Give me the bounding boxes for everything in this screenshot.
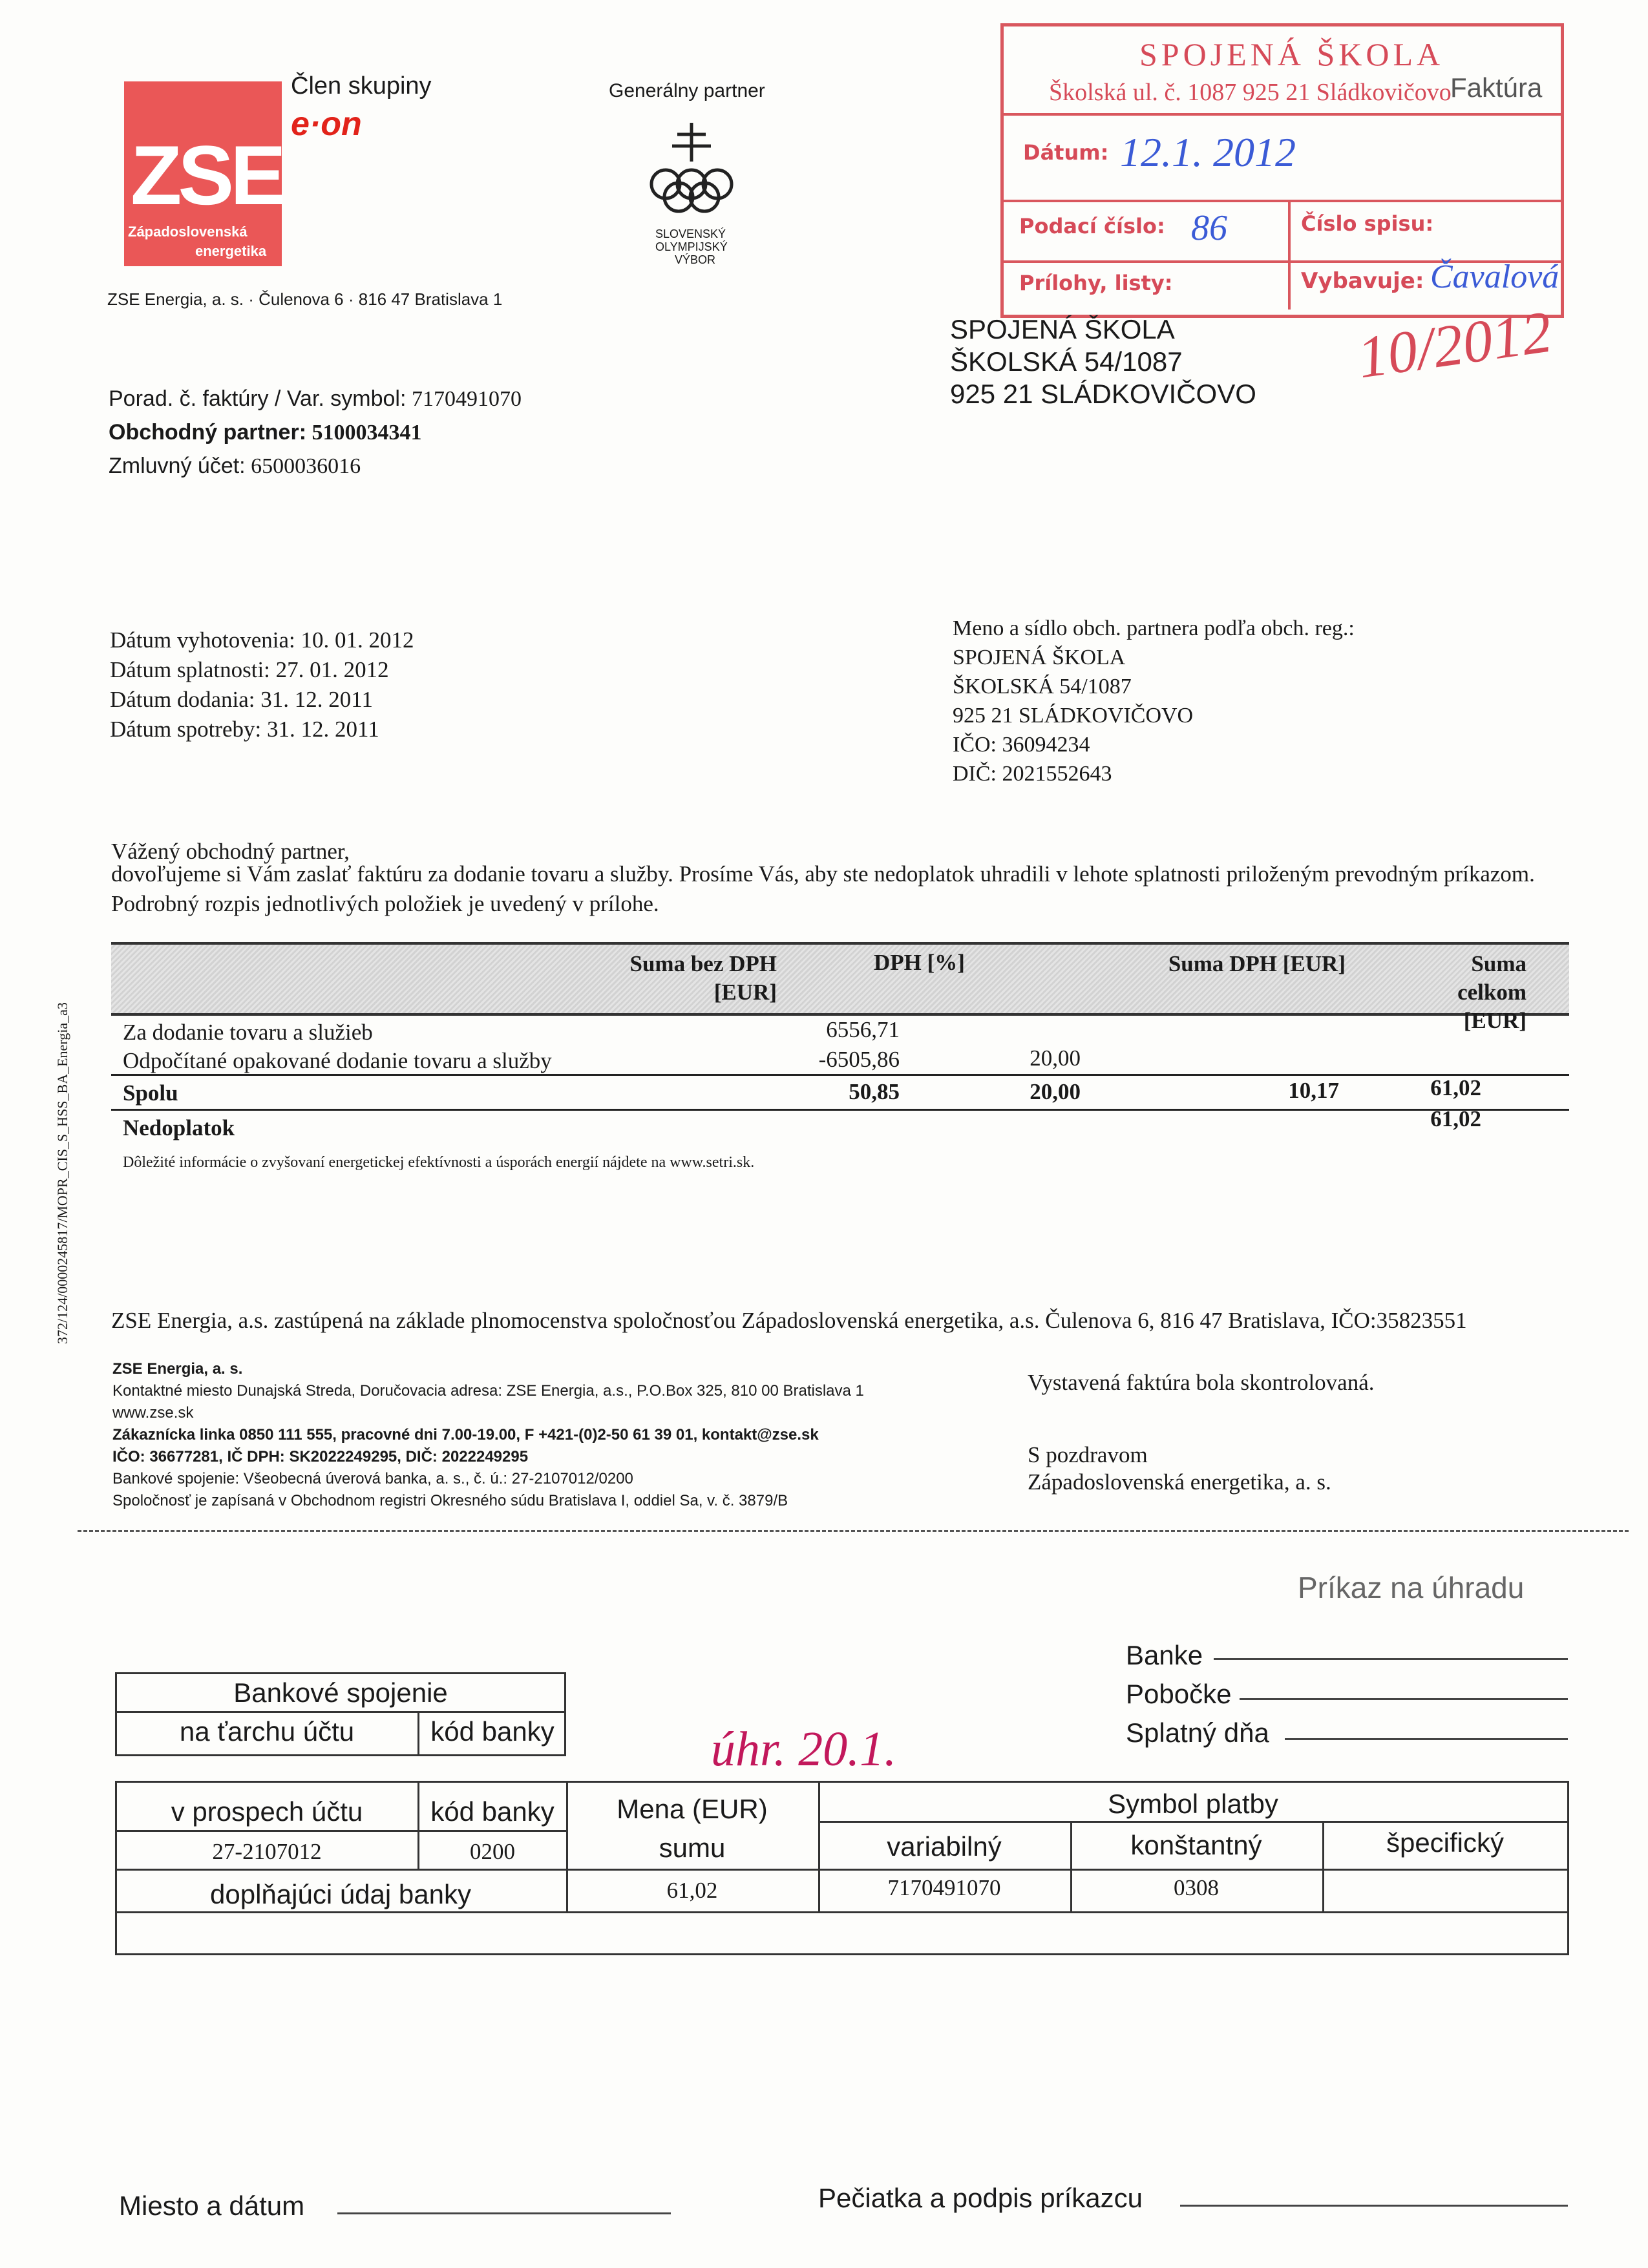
group-label: Člen skupiny [291, 72, 432, 100]
olympic-rings-icon [640, 123, 743, 226]
footer-company: ZSE Energia, a. s. [112, 1360, 243, 1378]
invoice-number-row [109, 386, 522, 420]
payment-order-title: Príkaz na úhradu [1298, 1571, 1525, 1604]
date-label: Dátum spotreby: [110, 717, 262, 742]
stamp-date-label: Dátum: [1023, 140, 1109, 165]
row2-vat-pct: 20,00 [1030, 1045, 1081, 1071]
po-account-value: 27-2107012 [212, 1839, 322, 1864]
po-constant-value: 0308 [1174, 1875, 1219, 1900]
olympic-text-1: SLOVENSKÝ [655, 227, 726, 240]
th-total: Suma celkom [EUR] [1457, 951, 1527, 1033]
sum-vat: 10,17 [1288, 1078, 1339, 1103]
footer-web: www.zse.sk [112, 1404, 194, 1422]
date-row [110, 715, 414, 744]
efficiency-note: Dôležité informácie o zvyšovaní energetickej efektívnosti a úsporách energií nájdete na www.setri.sk. [123, 1154, 755, 1171]
date-value: 27. 01. 2012 [275, 657, 389, 682]
footer-contact: Kontaktné miesto Dunajská Streda, Doručovacia adresa: ZSE Energia, a.s., P.O.Box 325, 810 00 Bratislava 1 [112, 1382, 864, 1400]
contract-label: Zmluvný účet: [109, 454, 246, 478]
due-label: Nedoplatok [123, 1115, 235, 1140]
invoice-number-value: 7170491070 [411, 387, 522, 411]
partner-label: Obchodný partner: [109, 420, 307, 445]
partner-label: Generálny partner [609, 80, 765, 101]
footer-bank: Bankové spojenie: Všeobecná úverová banka, a. s., č. ú.: 27-2107012/0200 [112, 1470, 633, 1487]
footer-represent: ZSE Energia, a.s. zastúpená na základe plnomocenstva spoločnosťou Západoslovenská energetika, a.s. Čulenova 6, 816 47 Bratislava, IČO:35823551 [111, 1308, 1467, 1333]
date-row [110, 655, 414, 685]
olympic-text-3: VÝBOR [675, 253, 716, 266]
letter-body: dovoľujeme si Vám zaslať faktúru za dodanie tovaru a služby. Prosíme Vás, aby ste nedoplatok uhradili v lehote splatnosti priloženým prevodným príkazom. Podrobný rozpis jednotlivých položiek je uvedený v prílohe. [111, 861, 1535, 916]
po-symbols: Symbol platby [1108, 1789, 1278, 1819]
branch-label: Pobočke [1126, 1679, 1232, 1709]
po-constant: konštantný [1130, 1830, 1262, 1860]
footer-details [112, 1358, 864, 1512]
bank-label: Banke [1126, 1640, 1203, 1670]
eon-brand: e·on [291, 105, 362, 143]
due-date-label: Splatný dňa [1126, 1717, 1269, 1748]
handwritten-note: 10/2012 [1353, 298, 1556, 391]
registry-stamp [1000, 23, 1564, 318]
place-date-label: Miesto a dátum [119, 2190, 305, 2221]
date-row [110, 625, 414, 655]
invoice-number-label: Porad. č. faktúry / Var. symbol: [109, 386, 407, 411]
footer-registry: Spoločnosť je zapísaná v Obchodnom registri Okresného súdu Bratislava I, oddiel Sa, v. č. 3879/B [112, 1492, 788, 1509]
footer-regards: S pozdravom [1028, 1442, 1148, 1467]
stamp-regno-label: Podací číslo: [1019, 214, 1165, 238]
invoice-table [111, 942, 1569, 1149]
zse-name-1: Západoslovenská [128, 224, 248, 240]
row2-base: -6505,86 [818, 1047, 900, 1072]
stamp-sign-label: Pečiatka a podpis príkazcu [818, 2183, 1143, 2213]
po-specific: špecifický [1386, 1827, 1505, 1858]
sum-base: 50,85 [849, 1079, 900, 1104]
partner-row [109, 420, 522, 454]
po-amount-label: sumu [659, 1832, 726, 1863]
footer-checked: Vystavená faktúra bola skontrolovaná. [1028, 1370, 1375, 1395]
partner-reg-ico: IČO: 36094234 [953, 733, 1090, 757]
row1-label: Za dodanie tovaru a služieb [123, 1020, 373, 1045]
partner-reg-street: ŠKOLSKÁ 54/1087 [953, 675, 1132, 698]
date-row [110, 685, 414, 715]
stamp-regno-value: 86 [1191, 208, 1227, 248]
po-extra: doplňajúci údaj banky [210, 1879, 471, 1909]
po-bank-conn: Bankové spojenie [233, 1677, 448, 1708]
po-debit-account: na ťarchu účtu [179, 1716, 355, 1747]
footer-hotline: Zákaznícka linka 0850 111 555, pracovné dni 7.00-19.00, F +421-(0)2-50 61 39 01, kontakt@zse.sk [112, 1426, 819, 1444]
dates-block [110, 625, 414, 744]
doc-type: Faktúra [1450, 72, 1543, 103]
po-credit-account: v prospech účtu [171, 1796, 363, 1827]
footer-tax: IČO: 36677281, IČ DPH: SK2022249295, DIČ: 2022249295 [112, 1448, 529, 1465]
recipient-name: SPOJENÁ ŠKOLA [950, 314, 1175, 344]
stamp-date-value: 12.1. 2012 [1120, 129, 1296, 175]
th-base: Suma bez DPH [EUR] [629, 951, 777, 1005]
sum-vat-pct: 20,00 [1030, 1079, 1081, 1104]
due-total: 61,02 [1430, 1106, 1481, 1131]
po-variable-value: 7170491070 [887, 1875, 1001, 1900]
partner-registry [953, 614, 1355, 788]
th-vat: Suma DPH [EUR] [1168, 951, 1346, 976]
partner-reg-city: 925 21 SLÁDKOVIČOVO [953, 704, 1194, 728]
date-label: Dátum splatnosti: [110, 657, 270, 682]
letter-greeting: Vážený obchodný partner, [111, 839, 350, 864]
stamp-attach-label: Prílohy, listy: [1019, 271, 1173, 295]
cut-line [78, 1530, 1629, 1532]
zse-logo-text: ZSE [131, 128, 282, 222]
partner-value: 5100034341 [312, 421, 422, 445]
recipient-city: 925 21 SLÁDKOVIČOVO [950, 379, 1256, 409]
date-label: Dátum vyhotovenia: [110, 627, 295, 653]
date-value: 10. 01. 2012 [301, 627, 414, 653]
partner-reg-name: SPOJENÁ ŠKOLA [953, 646, 1126, 669]
sum-total: 61,02 [1430, 1075, 1481, 1100]
contract-value: 6500036016 [251, 454, 361, 478]
date-label: Dátum dodania: [110, 687, 255, 712]
partner-reg-dic: DIČ: 2021552643 [953, 762, 1112, 786]
po-bank-code-value: 0200 [470, 1839, 515, 1864]
contract-row [109, 454, 522, 479]
footer-signature: Západoslovenská energetika, a. s. [1028, 1469, 1331, 1495]
side-code: 372/124/0000245817/MOPR_CIS_S_HSS_BA_Energia_a3 [54, 1002, 70, 1344]
po-currency: Mena (EUR) [617, 1794, 768, 1824]
stamp-address: Školská ul. č. 1087 925 21 Sládkovičovo [1049, 79, 1452, 106]
po-bank-code: kód banky [430, 1716, 555, 1747]
handwritten-payment: úhr. 20.1. [711, 1722, 897, 1776]
invoice-ids [109, 386, 522, 479]
po-variable: variabilný [887, 1831, 1002, 1862]
po-amount-value: 61,02 [666, 1878, 718, 1903]
partner-reg-heading: Meno a sídlo obch. partnera podľa obch. reg.: [953, 616, 1355, 640]
zse-name-2: energetika [195, 243, 267, 259]
invoice-table-header [111, 942, 1569, 1016]
stamp-fileno-label: Číslo spisu: [1301, 211, 1434, 236]
row2-label: Odpočítané opakované dodanie tovaru a služby [123, 1048, 552, 1073]
stamp-handler-value: Čavalová [1430, 258, 1559, 295]
po-bank-code-2: kód banky [430, 1796, 555, 1827]
row1-base: 6556,71 [826, 1017, 900, 1042]
sender-address: ZSE Energia, a. s. · Čulenova 6 · 816 47 Bratislava 1 [107, 289, 503, 309]
sum-label: Spolu [123, 1080, 178, 1106]
stamp-handler-label: Vybavuje: [1301, 268, 1424, 294]
recipient-street: ŠKOLSKÁ 54/1087 [950, 346, 1183, 377]
date-value: 31. 12. 2011 [260, 687, 373, 712]
date-value: 31. 12. 2011 [267, 717, 379, 742]
zse-logo [124, 81, 282, 266]
olympic-text-2: OLYMPIJSKÝ [655, 240, 728, 253]
th-vat-pct: DPH [%] [874, 950, 965, 975]
stamp-title: SPOJENÁ ŠKOLA [1139, 36, 1444, 72]
